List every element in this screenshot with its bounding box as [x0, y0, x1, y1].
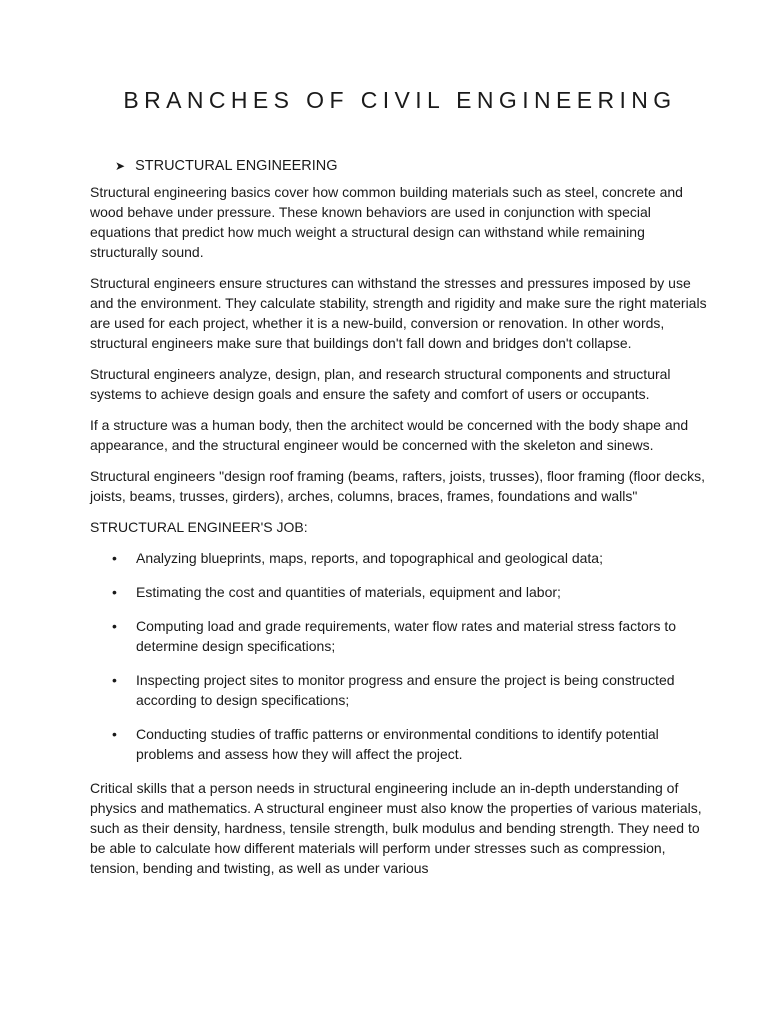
list-item: • Estimating the cost and quantities of materials, equipment and labor;	[90, 582, 710, 602]
paragraph: Structural engineers "design roof framing (beams, rafters, joists, trusses), floor framing (floor decks, joists, beams, trusses, girders), arches, columns, braces, frames, foundations and walls"	[90, 468, 705, 504]
paragraph: Structural engineers analyze, design, plan, and research structural components and structural systems to achieve design goals and ensure the safety and comfort of users or occupants.	[90, 366, 671, 402]
arrow-right-icon: ➤	[115, 159, 126, 173]
paragraph: Critical skills that a person needs in structural engineering include an in-depth understanding of physics and mathematics. A structural engineer must also know the properties of various materials, such as their density, hardness, tensile strength, bulk modulus and bending strength. They need to be able to calculate how different materials will perform under stresses such as compression, tension, bending and twisting, as well as under various	[90, 780, 702, 876]
list-item: • Conducting studies of traffic patterns or environmental conditions to identify potential problems and assess how they will affect the project.	[90, 724, 710, 764]
list-item: • Computing load and grade requirements, water flow rates and material stress factors to determine design specifications;	[90, 616, 710, 656]
section-heading	[115, 158, 338, 174]
job-list	[90, 548, 710, 764]
page-title: BRANCHES OF CIVIL ENGINEERING	[123, 87, 677, 113]
paragraph: Structural engineering basics cover how common building materials such as steel, concrete and wood behave under pressure. These known behaviors are used in conjunction with special equations that predict how much weight a structural design can withstand while remaining structurally sound.	[90, 184, 683, 260]
paragraph: Structural engineers ensure structures can withstand the stresses and pressures imposed by use and the environment. They calculate stability, strength and rigidity and make sure the right materials are used for each project, whether it is a new-build, conversion or renovation. In other words, structural engineers make sure that buildings don't fall down and bridges don't collapse.	[90, 275, 707, 351]
document-body	[90, 182, 710, 889]
paragraph: If a structure was a human body, then the architect would be concerned with the body shape and appearance, and the structural engineer would be concerned with the skeleton and sinews.	[90, 417, 689, 453]
list-heading: STRUCTURAL ENGINEER'S JOB:	[90, 519, 308, 535]
list-item: • Inspecting project sites to monitor progress and ensure the project is being constructed according to design specifications;	[90, 670, 710, 710]
section-heading-text: STRUCTURAL ENGINEERING	[135, 158, 338, 174]
list-item: • Analyzing blueprints, maps, reports, and topographical and geological data;	[90, 548, 710, 568]
